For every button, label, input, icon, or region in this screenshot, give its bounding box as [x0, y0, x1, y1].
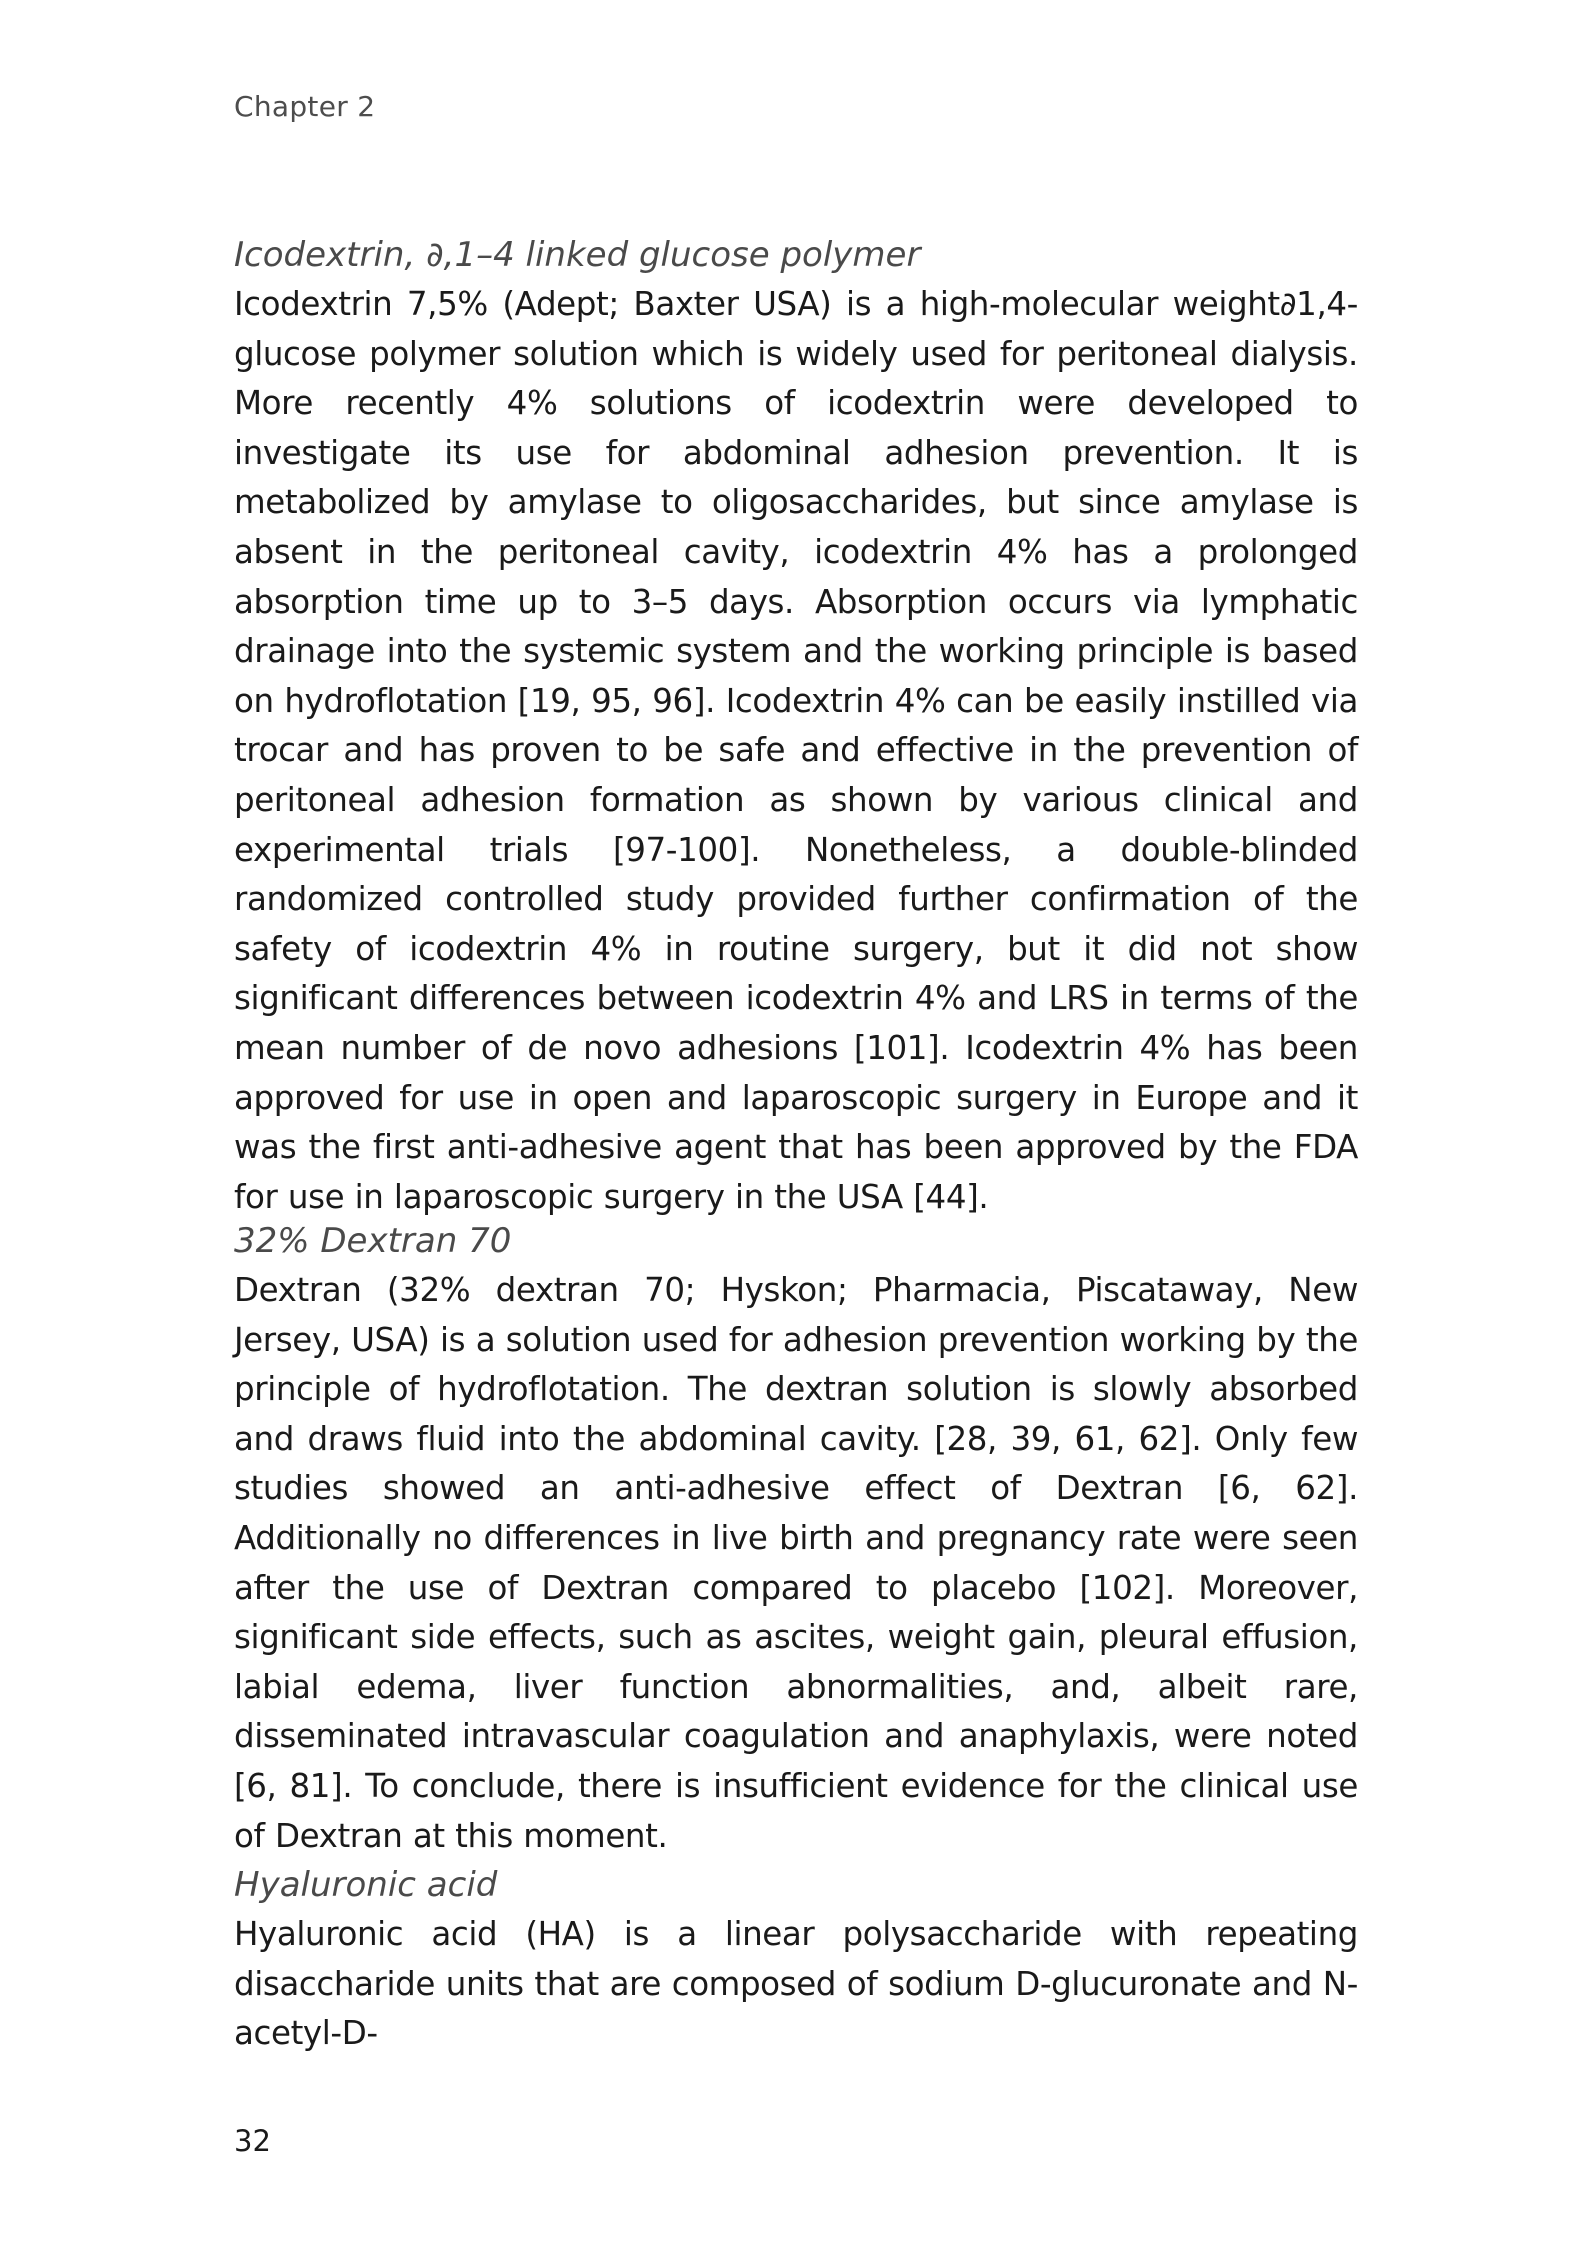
running-head: Chapter 2 — [234, 90, 376, 123]
section-heading: Icodextrin, ∂,1–4 linked glucose polymer — [234, 235, 921, 275]
section-body: Dextran (32% dextran 70; Hyskon; Pharmacia, Piscataway, New Jersey, USA) is a solution used for adhesion prevention working by the principle of hydroflotation. The dextran solution is slowly absorbed and draws fluid into the abdominal cavity. [28, 39, 61, 62]. Only few studies showed an anti-adhesive effect of Dextran [6, 62]. Additionally no differences in live birth and pregnancy rate were seen after the use of Dextran compared to placebo [102]. Moreover, significant side effects, such as ascites, weight gain, pleural effusion, labial edema, liver function abnormalities, and, albeit rare, disseminated intravascular coagulation and anaphylaxis, were noted [6, 81]. To conclude, there is insufficient evidence for the clinical use of Dextran at this moment. — [234, 1271, 1358, 1855]
section-body: Hyaluronic acid (HA) is a linear polysaccharide with repeating disaccharide units that are composed of sodium D-glucuronate and N-acetyl-D- — [234, 1915, 1358, 2053]
section-hyaluronic-acid — [234, 1860, 1358, 2059]
page-number: 32 — [234, 2124, 271, 2158]
section-heading: Hyaluronic acid — [234, 1865, 498, 1905]
section-icodextrin — [234, 230, 1358, 1222]
section-dextran — [234, 1216, 1358, 1861]
section-body: Icodextrin 7,5% (Adept; Baxter USA) is a high-molecular weight∂1,4-glucose polymer solution which is widely used for peritoneal dialysis. More recently 4% solutions of icodextrin were developed to investigate its use for abdominal adhesion prevention. It is metabolized by amylase to oligosaccharides, but since amylase is absent in the peritoneal cavity, icodextrin 4% has a prolonged absorption time up to 3–5 days. Absorption occurs via lymphatic drainage into the systemic system and the working principle is based on hydroflotation [19, 95, 96]. Icodextrin 4% can be easily instilled via trocar and has proven to be safe and effective in the prevention of peritoneal adhesion formation as shown by various clinical and experimental trials [97-100]. Nonetheless, a double-blinded randomized controlled study provided further confirmation of the safety of icodextrin 4% in routine surgery, but it did not show significant differences between icodextrin 4% and LRS in terms of the mean number of de novo adhesions [101]. Icodextrin 4% has been approved for use in open and laparoscopic surgery in Europe and it was the first anti-adhesive agent that has been approved by the FDA for use in laparoscopic surgery in the USA [44]. — [234, 285, 1358, 1216]
section-heading: 32% Dextran 70 — [234, 1221, 512, 1261]
